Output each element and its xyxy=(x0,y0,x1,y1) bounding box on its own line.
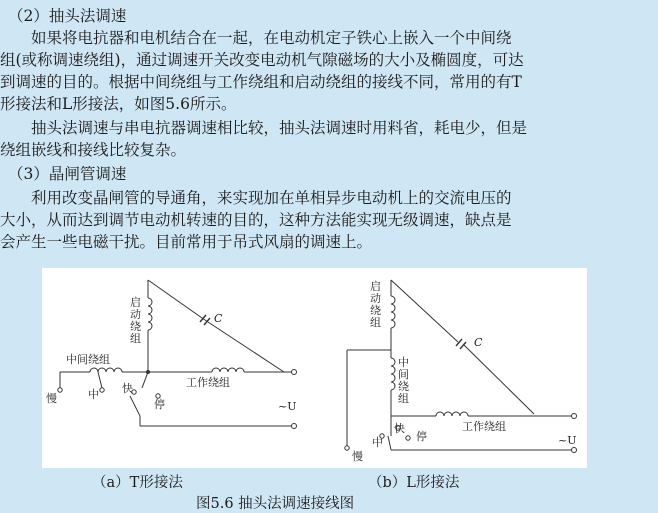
label-slow: 慢 xyxy=(46,392,57,405)
l-labels xyxy=(352,279,577,463)
label-middle-winding: 中 xyxy=(398,356,409,369)
label-start-winding: 组 xyxy=(370,316,381,329)
text-line: 到调速的目的。根据中间绕组与工作绕组和启动绕组的接线不同，常用的有T xyxy=(0,73,522,91)
label-start-winding: 动 xyxy=(130,308,141,321)
label-fast: 快 xyxy=(122,382,133,395)
text-line: 组(或称调速绕组)，通过调速开关改变电动机气隙磁场的大小及椭圆度，可达 xyxy=(0,51,524,69)
junction-dot xyxy=(146,370,150,374)
middle-winding-coil xyxy=(391,358,395,390)
label-middle-winding: 中间绕组 xyxy=(66,353,110,366)
section-heading-thyristor xyxy=(0,163,658,185)
label-mid: 中 xyxy=(88,388,99,401)
text-line: 利用改变晶闸管的导通角，来实现加在单相异步电动机上的交流电压的 xyxy=(0,189,512,207)
label-start-winding: 绕 xyxy=(130,320,141,333)
paragraph-tap-method xyxy=(0,27,658,115)
t-labels xyxy=(46,295,297,413)
label-start-winding: 组 xyxy=(130,332,141,345)
label-slow: 慢 xyxy=(352,450,363,463)
text-line: 大小，从而达到调节电动机转速的目的，这种方法能实现无级调速，缺点是 xyxy=(0,211,512,229)
label-start-winding: 动 xyxy=(370,292,381,305)
paragraph-comparison xyxy=(0,117,658,161)
work-winding-coil xyxy=(436,412,468,416)
label-mid: 中 xyxy=(372,436,383,449)
label-supply: ~U xyxy=(278,400,297,413)
text-line: 会产生一些电磁干扰。目前常用于吊式风扇的调速上。 xyxy=(0,233,373,251)
label-start-winding: 绕 xyxy=(370,304,381,317)
wiring-figure xyxy=(42,268,587,468)
label-work-winding: 工作绕组 xyxy=(186,376,230,389)
heading-text: （2）抽头法调速 xyxy=(8,7,127,25)
paragraph-thyristor xyxy=(0,187,658,253)
label-middle-winding: 组 xyxy=(398,392,409,405)
label-fast: 快 xyxy=(394,422,405,435)
start-winding-coil xyxy=(391,296,395,328)
heading-text: （3）晶闸管调速 xyxy=(8,165,127,183)
caption-l-connection: （b）L形接法 xyxy=(368,475,460,491)
start-winding-coil xyxy=(148,298,152,330)
figure-title: 图5.6 抽头法调速接线图 xyxy=(196,496,355,512)
text-line: 绕组嵌线和接线比较复杂。 xyxy=(0,141,187,159)
label-middle-winding: 间 xyxy=(398,368,409,381)
wiring-diagrams-svg xyxy=(42,268,587,468)
label-start-winding: 启 xyxy=(370,280,381,293)
capacitor-plate xyxy=(204,318,210,325)
label-middle-winding: 绕 xyxy=(398,380,409,393)
label-capacitor: C xyxy=(214,312,223,325)
label-stop: 停 xyxy=(416,430,427,443)
text-line: 如果将电抗器和电机结合在一起，在电动机定子铁心上嵌入一个中间绕 xyxy=(0,29,512,47)
text-line: 抽头法调速与串电抗器调速相比较，抽头法调速时用料省，耗电少，但是 xyxy=(0,119,528,137)
text-line: 形接法和L形接法，如图5.6所示。 xyxy=(0,95,237,113)
section-heading-tap-method xyxy=(0,5,658,27)
capacitor-plate xyxy=(456,339,462,346)
caption-t-connection: （a）T形接法 xyxy=(92,475,183,491)
capacitor-plate xyxy=(200,315,206,322)
label-capacitor: C xyxy=(474,336,483,349)
middle-winding-coil xyxy=(90,368,122,372)
label-start-winding: 启 xyxy=(130,296,141,309)
label-work-winding: 工作绕组 xyxy=(462,420,506,433)
work-winding-coil xyxy=(212,368,244,372)
label-supply: ~U xyxy=(558,434,577,447)
label-stop: 停 xyxy=(154,398,165,411)
